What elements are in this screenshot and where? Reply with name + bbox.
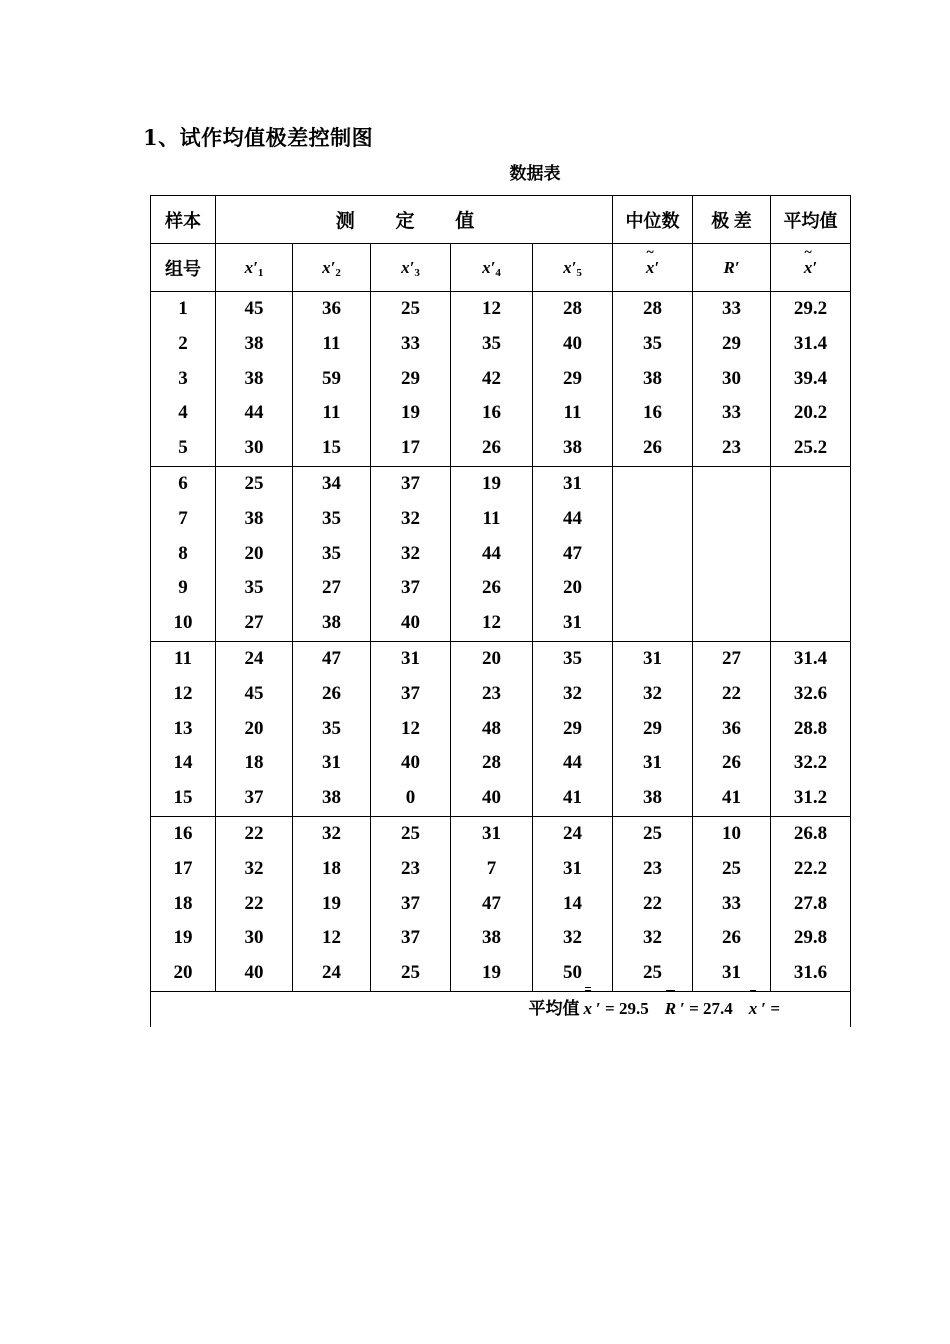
cell-id: 2 (151, 327, 216, 362)
header-median-symbol-cell (613, 244, 693, 292)
table-caption: 数据表 (509, 164, 561, 184)
cell-x1: 38 (216, 502, 293, 537)
cell-median: 16 (613, 396, 693, 431)
cell-id: 12 (151, 677, 216, 712)
cell-id: 10 (151, 606, 216, 641)
cell-x2: 27 (293, 571, 371, 606)
cell-range: 27 (693, 641, 771, 676)
cell-median: 22 (613, 887, 693, 922)
cell-median: 31 (613, 641, 693, 676)
cell-mean: 25.2 (771, 431, 851, 466)
cell-range (693, 466, 771, 501)
table-row (151, 712, 851, 747)
cell-x5: 38 (533, 431, 613, 466)
cell-median: 29 (613, 712, 693, 747)
cell-range: 33 (693, 292, 771, 327)
cell-x5: 32 (533, 677, 613, 712)
cell-x3: 23 (371, 852, 451, 887)
cell-x4: 31 (451, 816, 533, 851)
header-x5-symbol: x′ (563, 257, 577, 277)
cell-range: 23 (693, 431, 771, 466)
cell-id: 1 (151, 292, 216, 327)
cell-median: 28 (613, 292, 693, 327)
summary-cell (151, 991, 851, 1026)
header-x4-sub: 4 (495, 266, 501, 279)
cell-x5: 20 (533, 571, 613, 606)
cell-mean: 32.6 (771, 677, 851, 712)
cell-mean: 31.2 (771, 781, 851, 816)
cell-id: 7 (151, 502, 216, 537)
cell-id: 3 (151, 362, 216, 397)
cell-x4: 48 (451, 712, 533, 747)
table-row (151, 502, 851, 537)
cell-mean (771, 606, 851, 641)
cell-x1: 40 (216, 956, 293, 991)
cell-mean: 31.4 (771, 327, 851, 362)
cell-x2: 38 (293, 606, 371, 641)
cell-x5: 29 (533, 712, 613, 747)
cell-range: 36 (693, 712, 771, 747)
cell-range: 22 (693, 677, 771, 712)
cell-x3: 17 (371, 431, 451, 466)
cell-range: 33 (693, 396, 771, 431)
header-x2-sub: 2 (335, 266, 341, 279)
cell-x2: 35 (293, 712, 371, 747)
cell-median: 32 (613, 921, 693, 956)
cell-x4: 35 (451, 327, 533, 362)
cell-x2: 24 (293, 956, 371, 991)
cell-x3: 25 (371, 956, 451, 991)
header-median: 中位数 (613, 196, 693, 244)
cell-x4: 42 (451, 362, 533, 397)
cell-x2: 38 (293, 781, 371, 816)
header-median-prime: ′ (654, 257, 660, 277)
table-row (151, 537, 851, 572)
header-median-symbol: ~ x (646, 258, 655, 278)
header-x1-sub: 1 (257, 266, 264, 279)
header-x3 (371, 244, 451, 292)
table-row (151, 431, 851, 466)
cell-x1: 30 (216, 431, 293, 466)
cell-x5: 47 (533, 537, 613, 572)
cell-x4: 23 (451, 677, 533, 712)
cell-x2: 35 (293, 537, 371, 572)
header-range-symbol-cell (693, 244, 771, 292)
cell-x4: 26 (451, 431, 533, 466)
cell-x4: 12 (451, 292, 533, 327)
header-x2-symbol: x′ (322, 257, 336, 277)
cell-mean: 29.2 (771, 292, 851, 327)
table-row (151, 781, 851, 816)
cell-x3: 32 (371, 537, 451, 572)
cell-x5: 40 (533, 327, 613, 362)
cell-median: 32 (613, 677, 693, 712)
cell-x2: 11 (293, 396, 371, 431)
cell-range: 31 (693, 956, 771, 991)
cell-x4: 7 (451, 852, 533, 887)
header-mean: 平均值 (771, 196, 851, 244)
cell-x2: 26 (293, 677, 371, 712)
header-x4 (451, 244, 533, 292)
cell-mean: 31.6 (771, 956, 851, 991)
cell-x1: 32 (216, 852, 293, 887)
cell-median: 31 (613, 746, 693, 781)
summary-row (151, 991, 851, 1026)
table-row (151, 327, 851, 362)
cell-x3: 37 (371, 887, 451, 922)
cell-x5: 50 (533, 956, 613, 991)
header-range-symbol: R′ (723, 257, 740, 277)
cell-mean: 26.8 (771, 816, 851, 851)
cell-x1: 35 (216, 571, 293, 606)
table-row (151, 571, 851, 606)
cell-x5: 24 (533, 816, 613, 851)
header-x1-symbol: x′ (244, 257, 258, 277)
cell-x5: 41 (533, 781, 613, 816)
table-row (151, 816, 851, 851)
cell-x5: 32 (533, 921, 613, 956)
cell-x3: 33 (371, 327, 451, 362)
cell-range: 26 (693, 921, 771, 956)
cell-x4: 26 (451, 571, 533, 606)
cell-x1: 25 (216, 466, 293, 501)
header-x1 (216, 244, 293, 292)
cell-x1: 45 (216, 677, 293, 712)
summary-xbar-value: ′ = (761, 998, 781, 1018)
table-row (151, 887, 851, 922)
cell-x2: 32 (293, 816, 371, 851)
cell-id: 6 (151, 466, 216, 501)
cell-mean: 22.2 (771, 852, 851, 887)
header-mean-symbol: ~ x (804, 258, 813, 278)
cell-mean: 29.8 (771, 921, 851, 956)
cell-x2: 35 (293, 502, 371, 537)
data-table (150, 195, 851, 1027)
cell-x3: 32 (371, 502, 451, 537)
cell-range (693, 606, 771, 641)
cell-id: 19 (151, 921, 216, 956)
cell-x2: 19 (293, 887, 371, 922)
grand-mean-symbol: x (749, 992, 758, 1027)
table-row (151, 921, 851, 956)
page-heading: 1、试作均值极差控制图 (143, 125, 374, 150)
cell-x2: 15 (293, 431, 371, 466)
cell-x4: 38 (451, 921, 533, 956)
cell-median: 38 (613, 362, 693, 397)
cell-x1: 18 (216, 746, 293, 781)
cell-x5: 14 (533, 887, 613, 922)
cell-id: 4 (151, 396, 216, 431)
cell-x4: 20 (451, 641, 533, 676)
table-row (151, 466, 851, 501)
cell-x3: 40 (371, 606, 451, 641)
cell-range: 10 (693, 816, 771, 851)
cell-x4: 44 (451, 537, 533, 572)
cell-x5: 31 (533, 466, 613, 501)
cell-mean: 20.2 (771, 396, 851, 431)
cell-id: 13 (151, 712, 216, 747)
cell-x3: 19 (371, 396, 451, 431)
cell-id: 8 (151, 537, 216, 572)
cell-x3: 25 (371, 816, 451, 851)
table-row (151, 956, 851, 991)
cell-x3: 25 (371, 292, 451, 327)
header-group-line2: 组号 (151, 244, 216, 292)
cell-median (613, 537, 693, 572)
cell-x2: 12 (293, 921, 371, 956)
header-group-line1: 样本 (151, 196, 216, 244)
cell-mean (771, 537, 851, 572)
cell-median: 38 (613, 781, 693, 816)
header-x2 (293, 244, 371, 292)
cell-id: 17 (151, 852, 216, 887)
header-mean-symbol-cell (771, 244, 851, 292)
cell-id: 16 (151, 816, 216, 851)
table-row (151, 677, 851, 712)
cell-id: 18 (151, 887, 216, 922)
cell-id: 9 (151, 571, 216, 606)
cell-range (693, 571, 771, 606)
cell-x3: 12 (371, 712, 451, 747)
cell-range: 29 (693, 327, 771, 362)
cell-x4: 12 (451, 606, 533, 641)
cell-x5: 29 (533, 362, 613, 397)
avg-range-symbol: R (665, 992, 676, 1027)
table-row (151, 292, 851, 327)
header-mean-prime: ′ (812, 257, 818, 277)
cell-range: 41 (693, 781, 771, 816)
cell-x1: 22 (216, 816, 293, 851)
cell-median (613, 466, 693, 501)
cell-x1: 22 (216, 887, 293, 922)
cell-mean: 31.4 (771, 641, 851, 676)
cell-range: 26 (693, 746, 771, 781)
cell-x1: 30 (216, 921, 293, 956)
cell-x5: 44 (533, 502, 613, 537)
cell-mean: 32.2 (771, 746, 851, 781)
summary-label: 平均值 (528, 998, 580, 1018)
cell-x2: 36 (293, 292, 371, 327)
header-x3-symbol: x′ (401, 257, 415, 277)
cell-range (693, 537, 771, 572)
cell-x2: 11 (293, 327, 371, 362)
cell-id: 14 (151, 746, 216, 781)
header-measure: 测 定 值 (216, 196, 613, 244)
cell-mean: 39.4 (771, 362, 851, 397)
cell-x1: 20 (216, 537, 293, 572)
summary-xtilde-value: ′ = 29.5 (596, 998, 649, 1018)
cell-x5: 31 (533, 606, 613, 641)
cell-x3: 37 (371, 921, 451, 956)
cell-x4: 19 (451, 466, 533, 501)
cell-x4: 11 (451, 502, 533, 537)
cell-x4: 47 (451, 887, 533, 922)
cell-x2: 31 (293, 746, 371, 781)
cell-mean (771, 502, 851, 537)
cell-x2: 59 (293, 362, 371, 397)
cell-median (613, 502, 693, 537)
cell-median (613, 571, 693, 606)
cell-id: 20 (151, 956, 216, 991)
cell-median: 26 (613, 431, 693, 466)
cell-x4: 19 (451, 956, 533, 991)
cell-x4: 28 (451, 746, 533, 781)
cell-x3: 29 (371, 362, 451, 397)
cell-mean: 27.8 (771, 887, 851, 922)
cell-x1: 44 (216, 396, 293, 431)
cell-range: 33 (693, 887, 771, 922)
cell-x1: 20 (216, 712, 293, 747)
cell-x2: 34 (293, 466, 371, 501)
grand-median-symbol: x (584, 992, 593, 1027)
cell-x3: 0 (371, 781, 451, 816)
cell-x3: 40 (371, 746, 451, 781)
cell-id: 5 (151, 431, 216, 466)
header-x5 (533, 244, 613, 292)
cell-x1: 45 (216, 292, 293, 327)
table-body (151, 292, 851, 1027)
cell-x2: 47 (293, 641, 371, 676)
cell-x4: 40 (451, 781, 533, 816)
cell-median: 25 (613, 956, 693, 991)
cell-median: 23 (613, 852, 693, 887)
cell-x1: 38 (216, 362, 293, 397)
table-row (151, 362, 851, 397)
cell-x5: 44 (533, 746, 613, 781)
cell-x4: 16 (451, 396, 533, 431)
cell-id: 11 (151, 641, 216, 676)
cell-x3: 37 (371, 466, 451, 501)
cell-x1: 38 (216, 327, 293, 362)
header-x3-sub: 3 (414, 266, 420, 279)
cell-range (693, 502, 771, 537)
table-row (151, 606, 851, 641)
cell-x5: 35 (533, 641, 613, 676)
cell-x1: 37 (216, 781, 293, 816)
cell-x5: 31 (533, 852, 613, 887)
table-row (151, 746, 851, 781)
cell-mean: 28.8 (771, 712, 851, 747)
cell-median: 35 (613, 327, 693, 362)
cell-x3: 31 (371, 641, 451, 676)
cell-x1: 24 (216, 641, 293, 676)
cell-x2: 18 (293, 852, 371, 887)
cell-mean (771, 571, 851, 606)
cell-mean (771, 466, 851, 501)
cell-median: 25 (613, 816, 693, 851)
cell-x3: 37 (371, 571, 451, 606)
cell-x5: 28 (533, 292, 613, 327)
cell-id: 15 (151, 781, 216, 816)
cell-median (613, 606, 693, 641)
header-x5-sub: 5 (576, 266, 582, 279)
header-range: 极 差 (693, 196, 771, 244)
header-x4-symbol: x′ (482, 257, 496, 277)
cell-x5: 11 (533, 396, 613, 431)
cell-range: 30 (693, 362, 771, 397)
summary-r-value: ′ = 27.4 (680, 998, 733, 1018)
cell-x3: 37 (371, 677, 451, 712)
cell-x1: 27 (216, 606, 293, 641)
table-row (151, 641, 851, 676)
table-row (151, 396, 851, 431)
table-row (151, 852, 851, 887)
cell-range: 25 (693, 852, 771, 887)
